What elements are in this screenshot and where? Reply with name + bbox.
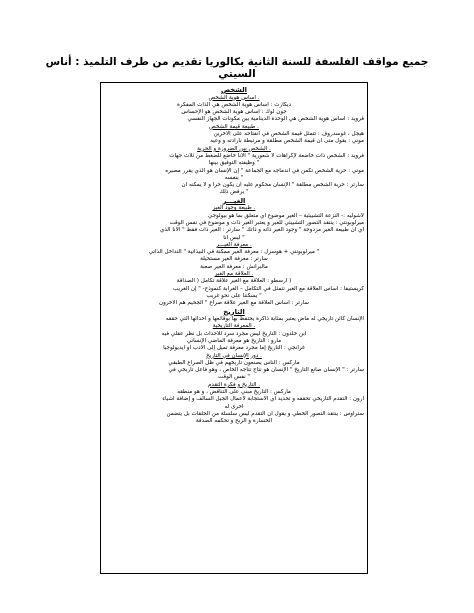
text-line: ستراوس : ينتقد التصور الخطي و يقول أن التقدم ليس سلسلة من الحلقات بل يتضمن <box>166 410 364 417</box>
subsection-heading: . أساس هوية الشخص <box>208 94 260 101</box>
text-line: سارتر : حرية الشخص مطلقة " الإنسان محكوم عليه أن يكون حرا و لا يمكنه أن <box>181 182 364 189</box>
text-line: ابن خلدون : التاريخ ليس مجرد سرد للأحداث بل نظر عقلي فيه <box>161 330 307 337</box>
text-line: أخرى له <box>224 403 244 410</box>
subsection-heading: . العلاقة مع الغير <box>214 271 254 278</box>
text-line: غرانجي : التاريخ إما مجرد معرفة تميل إلى الأدب أو أيديولوجيا <box>163 345 305 352</box>
subsection-heading: . معرفة الغيـــر <box>216 241 252 248</box>
text-line: موني : حرية الشخص تكمن في اندماجه مع الجماعة " إن الإنسان هو الذي يقرر مصيره <box>165 167 364 174</box>
text-line: مارو : التاريخ هو معرفة الماضي الإنساني <box>186 337 282 344</box>
text-line: الخسارة و الربح و تحكمه الصدفة <box>195 418 273 425</box>
text-line: " وظيفته التوفيق بينها <box>208 160 260 167</box>
text-line: ماركس : الناس يصنعون تاريخهم في ظل الصراع الطبقي <box>168 359 300 366</box>
text-line: لاشوليه :- النزعة التشييئية – الغير موضوع أي متعلق بما هو بيولوجي <box>207 212 364 219</box>
text-line: ديكارت : أساس هوية الشخص هي الذات المفكرة <box>176 101 292 108</box>
text-line: سارتر : أساس العلاقة مع الغير علاقة صراع " الجحيم هم الآخرون <box>159 300 309 307</box>
document-body <box>104 86 364 426</box>
text-line: جون لوك : أساس هوية الشخص هو الإحساس <box>181 109 287 116</box>
section-heading: التاريخ <box>223 307 245 316</box>
text-line: الإنسان كائن تاريخي له ماض يعتبر بمثابة ذاكرة يحتفظ بها بوقائعها و أحداثها التي حققه <box>165 316 364 323</box>
text-line: فرويد : الشخص ذات خاضعة لإكراهات لا شعورية " الأنا خاضع للضغط من ثلاث جهات <box>169 152 364 159</box>
subsection-heading: . طبيعة وجود الغير <box>212 205 256 212</box>
text-line: مالبرانش : معرفة الغير صعبة <box>200 263 268 270</box>
text-line: " يرفض ذلك <box>219 189 249 196</box>
text-line: " نفس الوقت <box>218 374 250 381</box>
text-line: فرويد : أساس هوية الشخص هي الوحدة الدينامية بين مكونات الجهاز النفسي <box>187 116 364 123</box>
text-line: كريستيفا : أساس العلاقة مع الغير تتمثل في التكامل – الغرابة كنموذج- " إن الغريب <box>172 285 364 292</box>
text-line: هيجل ، غوسدروف : تتمثل قيمة الشخص في انفتاحه على الآخرين <box>213 131 364 138</box>
text-line: " ليس أنا <box>223 234 245 241</box>
subsection-heading: . طبيعة قيمة الشخص <box>209 123 259 130</box>
subsection-heading: . الشخص بين الضرورة و الحرية <box>197 145 271 152</box>
text-line: موني : يقول متى أن قيمة الشخص مطلقة و مرتبطة بارادته و وعيه <box>210 138 364 145</box>
text-line: " يسكننا على نحو غريب <box>206 292 262 299</box>
section-heading: الشخص <box>221 86 247 94</box>
subsection-heading: . دور الإنسان في التاريخ <box>206 352 262 359</box>
subsection-heading: . المعرفة التاريخية <box>212 323 256 330</box>
text-line: سارتر : " الإنسان صانع التاريخ " الإنسان هو نتاج نتاجه الخاص ، وهو فاعل تاريخي في <box>168 367 364 374</box>
text-line: ميرلوبونتي : ينتقد التصور التشييئي للغير و يعتبر الغير ذات و موضوع في نفس الوقت <box>169 219 364 226</box>
text-line: آرون : التقدم التاريخي تحققه و تحديد آي الاستجابة لأعمال الجيل السالف و إضافة أشياء <box>162 396 364 403</box>
text-line: ( أرسطو : العلاقة مع الغير علاقة تكامل ( الصداقة <box>176 278 292 285</box>
section-heading: الغيـــر <box>222 196 246 205</box>
text-line: أي أن طبيعة الغير مزدوجة " وجود الغير ذاته و ذاتك " سارتر : الغير ذات فقط " الأنا الذي <box>159 227 364 234</box>
text-line: ماركس : التاريخ مبني على التناقض ، و هو منطقه <box>177 389 291 396</box>
subsection-heading: . التاريخ و فكرة التقدم <box>207 381 261 388</box>
text-line: " بنفسه <box>224 174 244 181</box>
text-line: سارتر : معرفة الغير مستحيلة <box>200 256 268 263</box>
text-line: " ميرلوبونتي + هوسرل : معرفة الغير ممكنة في البيذاتية " التداخل الذاتي <box>148 249 320 256</box>
page-title: جميع مواقف الفلسفة للسنة الثانية بكالوريا تقديم من طرف التلميذ : أناس السيتي <box>45 56 429 80</box>
